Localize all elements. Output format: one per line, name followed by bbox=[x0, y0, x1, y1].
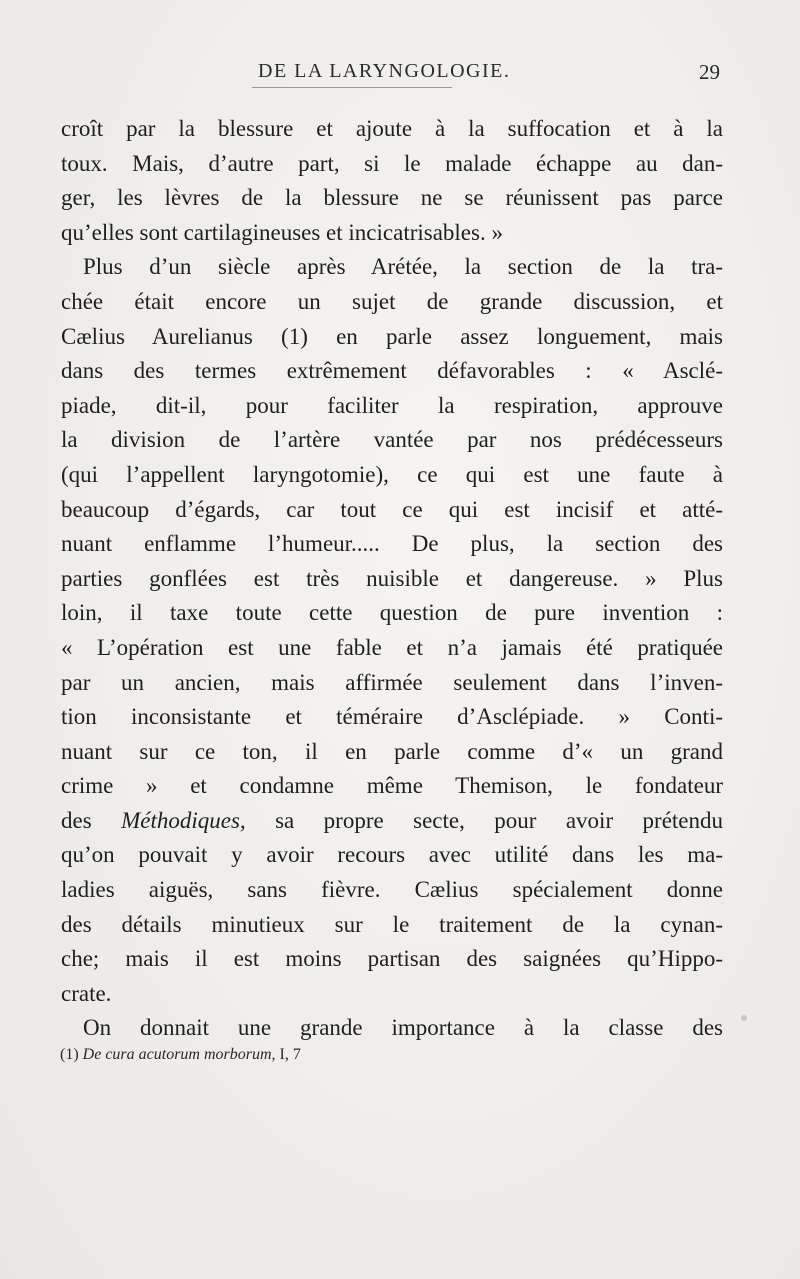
running-head: DE LA LARYNGOLOGIE. bbox=[258, 60, 511, 82]
italic-term: Méthodiques, bbox=[121, 807, 246, 833]
text-line: tion inconsistante et téméraire d’Asclépiade. » Conti- bbox=[61, 704, 723, 730]
text-line: la division de l’artère vantée par nos prédécesseurs bbox=[61, 427, 723, 453]
text-line: nuant sur ce ton, il en parle comme d’« un grand bbox=[61, 738, 723, 764]
header-rule bbox=[252, 87, 452, 88]
text-line: ger, les lèvres de la blessure ne se réunissent pas parce bbox=[61, 185, 723, 211]
page-number: 29 bbox=[699, 60, 720, 84]
text-line: loin, il taxe toute cette question de pure invention : bbox=[61, 600, 723, 626]
text-line: nuant enflamme l’humeur..... De plus, la section des bbox=[61, 531, 723, 557]
paper-speck bbox=[741, 1015, 747, 1021]
text-line: Cælius Aurelianus (1) en parle assez longuement, mais bbox=[61, 323, 723, 349]
page-header bbox=[60, 60, 720, 88]
text-line: qu’on pouvait y avoir recours avec utilité dans les ma- bbox=[61, 842, 723, 868]
text-line-with-italic bbox=[61, 804, 723, 839]
text-line: dans des termes extrêmement défavorables : « Asclé- bbox=[61, 358, 723, 384]
text-fragment: des bbox=[61, 807, 92, 833]
body-text bbox=[61, 112, 723, 1046]
text-line: qu’elles sont cartilagineuses et incicatrisables. » bbox=[61, 219, 503, 245]
text-line: toux. Mais, d’autre part, si le malade échappe au dan- bbox=[61, 150, 723, 176]
text-line: croît par la blessure et ajoute à la suffocation et à la bbox=[61, 116, 723, 141]
footnote bbox=[60, 1046, 301, 1064]
text-line: crate. bbox=[61, 980, 112, 1006]
text-line: piade, dit-il, pour faciliter la respiration, approuve bbox=[61, 392, 723, 418]
text-line: che; mais il est moins partisan des saignées qu’Hippo- bbox=[61, 946, 723, 972]
footnote-title: De cura acutorum morborum, bbox=[82, 1046, 276, 1063]
text-line: par un ancien, mais affirmée seulement dans l’inven- bbox=[61, 669, 723, 695]
paragraph-start-line: On donnait une grande importance à la classe des bbox=[83, 1015, 723, 1041]
text-line: ladies aiguës, sans fièvre. Cælius spécialement donne bbox=[61, 877, 723, 903]
text-line: crime » et condamne même Themison, le fondateur bbox=[61, 773, 723, 799]
text-line: (qui l’appellent laryngotomie), ce qui est une faute à bbox=[61, 461, 723, 487]
footnote-ref: I, 7 bbox=[275, 1046, 301, 1063]
text-line: chée était encore un sujet de grande discussion, et bbox=[61, 288, 723, 314]
footnote-marker: (1) bbox=[60, 1046, 79, 1063]
text-line: « L’opération est une fable et n’a jamais été pratiquée bbox=[61, 634, 723, 660]
text-fragment: sa propre secte, pour avoir prétendu bbox=[245, 807, 724, 833]
text-line: parties gonflées est très nuisible et dangereuse. » Plus bbox=[61, 565, 723, 591]
text-line: des détails minutieux sur le traitement de la cynan- bbox=[61, 911, 723, 937]
paragraph-start-line: Plus d’un siècle après Arétée, la section de la tra- bbox=[83, 254, 723, 280]
text-line: beaucoup d’égards, car tout ce qui est incisif et atté- bbox=[61, 496, 723, 522]
